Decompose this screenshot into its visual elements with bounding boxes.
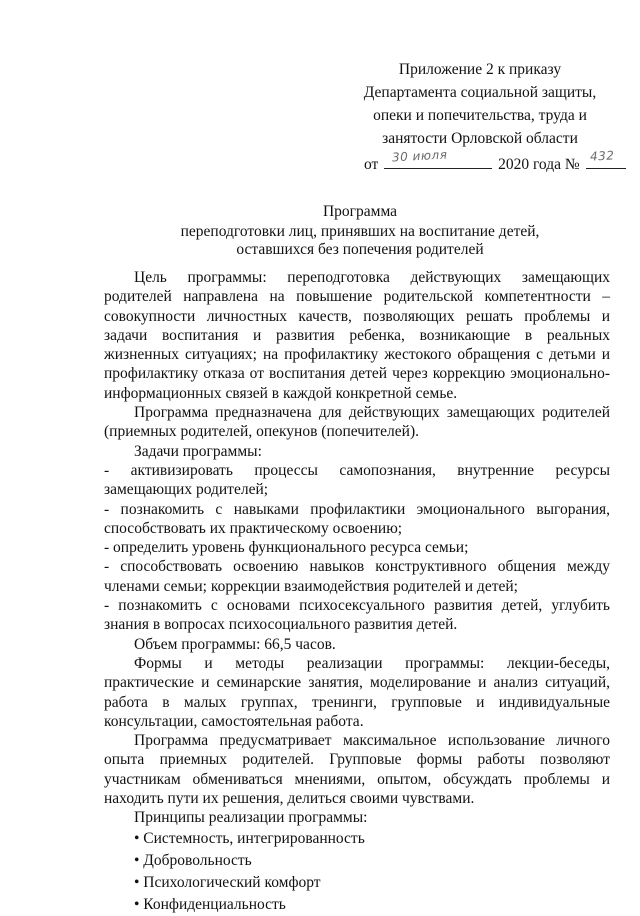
forms-paragraph: Формы и методы реализации программы: лекции-беседы, практические и семинарские занятия, моделирование и анализ ситуаций, работа в малых группах, тренинги, групповые и индивидуальные консультации, самостоятельная работа. [104, 654, 610, 730]
audience-paragraph: Программа предназначена для действующих замещающих родителей (приемных родителей, опекунов (попечителей). [104, 404, 610, 441]
task-item: - способствовать освоению навыков конструктивного общения между членами семьи; коррекции взаимодействия родителей и детей; [104, 558, 610, 595]
principle-item: • Добровольность [134, 851, 252, 869]
title-line-3: оставшихся без попечения родителей [236, 241, 484, 258]
title-line-1: Программа [322, 203, 398, 220]
order-date-line [364, 147, 615, 174]
approval-line-3: опеки и попечительства, труда и [373, 107, 587, 124]
document-title [100, 203, 620, 259]
principle-item: • Конфиденциальность [134, 895, 286, 913]
principle-item: • Психологический комфорт [134, 873, 321, 891]
task-item: - активизировать процессы самопознания, внутренние ресурсы замещающих родителей; [104, 461, 610, 499]
order-year-text: 2020 года № [498, 156, 580, 173]
task-item: - познакомить с основами психосексуального развития детей, углубить знания в вопросах психосоциального развития детей. [104, 597, 610, 634]
task-item: - определить уровень функционального ресурса семьи; [104, 539, 469, 557]
goal-paragraph: Цель программы: переподготовка действующих замещающих родителей направлена на повышение родительской компетентности – совокупности личностных качеств, позволяющих решать проблемы и задачи воспитания и развития ребенка, возникающие в реальных жизненных ситуациях; на профилактику жестокого обращения с детьми и профилактику отказа от воспитания детей через коррекцию эмоционально-информационных связей в каждой конкретной семье. [104, 269, 610, 402]
title-line-2: переподготовки лиц, принявших на воспитание детей, [180, 223, 540, 240]
experience-paragraph: Программа предусматривает максимальное использование личного опыта приемных родителей. Групповые формы работы позволяют участникам обмениваться мнениями, опытом, обсуждать проблемы и находить пути их решения, делиться своими чувствами. [104, 732, 610, 808]
tasks-heading: Задачи программы: [134, 442, 262, 460]
handwritten-date: 30 июля [391, 147, 448, 165]
approval-line-1: Приложение 2 к приказу [398, 61, 562, 78]
approval-block [360, 58, 600, 150]
principle-item: • Системность, интегрированность [134, 829, 365, 847]
order-prefix: от [364, 156, 379, 173]
order-date-blank [384, 147, 492, 169]
task-item: - познакомить с навыками профилактики эмоционального выгорания, способствовать их практическому освоению; [104, 500, 610, 537]
order-number-blank [586, 148, 626, 169]
document-body [104, 268, 610, 916]
approval-line-2: Департамента социальной защиты, [363, 84, 597, 101]
volume-paragraph: Объем программы: 66,5 часов. [134, 635, 336, 653]
principles-heading: Принципы реализации программы: [134, 809, 368, 827]
approval-line-4: занятости Орловской области [382, 130, 578, 147]
handwritten-number: 432 [589, 148, 615, 164]
